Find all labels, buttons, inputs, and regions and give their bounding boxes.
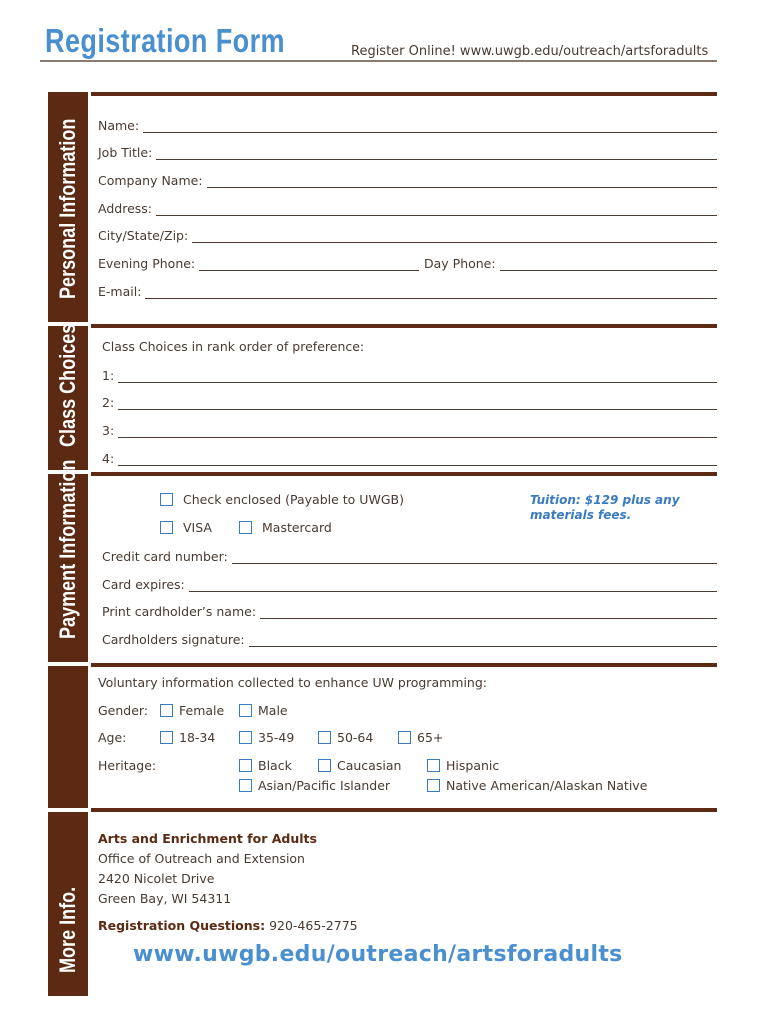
org-name: Arts and Enrichment for Adults bbox=[98, 831, 317, 846]
option-label: 65+ bbox=[417, 730, 444, 745]
class-choice-label: 2: bbox=[102, 395, 115, 410]
age-65-plus-option[interactable] bbox=[398, 730, 443, 745]
option-label: Hispanic bbox=[446, 758, 500, 773]
checkbox[interactable] bbox=[398, 731, 411, 744]
section-divider bbox=[91, 663, 717, 667]
section-label-personal: Personal Information bbox=[55, 118, 80, 300]
section-divider bbox=[91, 472, 717, 476]
class-choice-label: 3: bbox=[102, 423, 115, 438]
field-label: Print cardholder’s name: bbox=[102, 604, 257, 619]
option-label: Check enclosed (Payable to UWGB) bbox=[183, 492, 404, 507]
class-choices-intro: Class Choices in rank order of preference: bbox=[102, 339, 365, 354]
email-field[interactable] bbox=[98, 283, 717, 299]
section-divider bbox=[91, 808, 717, 812]
class-choice-label: 1: bbox=[102, 368, 115, 383]
class-choice-label: 4: bbox=[102, 451, 115, 466]
checkbox[interactable] bbox=[427, 759, 440, 772]
option-label: 18-34 bbox=[179, 730, 216, 745]
name-label: Name: bbox=[98, 118, 140, 133]
title-divider bbox=[40, 60, 717, 62]
office-name: Office of Outreach and Extension bbox=[98, 851, 305, 866]
website-url[interactable]: www.uwgb.edu/outreach/artsforadults bbox=[133, 942, 623, 967]
checkbox[interactable] bbox=[239, 779, 252, 792]
name-field[interactable] bbox=[98, 117, 717, 133]
class-choice-3[interactable] bbox=[102, 422, 717, 438]
option-label: VISA bbox=[183, 520, 212, 535]
option-label: Black bbox=[258, 758, 292, 773]
age-50-64-option[interactable] bbox=[318, 730, 373, 745]
street-address: 2420 Nicolet Drive bbox=[98, 871, 215, 886]
gender-female-option[interactable] bbox=[160, 703, 224, 718]
company-field[interactable] bbox=[98, 172, 717, 188]
address-label: Address: bbox=[98, 201, 152, 216]
mastercard-option[interactable] bbox=[239, 520, 332, 535]
section-label-class: Class Choices bbox=[55, 323, 80, 447]
section-label-more: More Info. bbox=[55, 886, 80, 973]
job-title-label: Job Title: bbox=[98, 145, 153, 160]
option-label: Mastercard bbox=[262, 520, 332, 535]
checkbox[interactable] bbox=[160, 521, 173, 534]
cardholder-signature-field[interactable] bbox=[102, 631, 717, 647]
sidebar-personal bbox=[48, 92, 88, 322]
sidebar-payment bbox=[48, 459, 88, 662]
option-label: 35-49 bbox=[258, 730, 295, 745]
visa-option[interactable] bbox=[160, 520, 212, 535]
option-label: Male bbox=[258, 703, 288, 718]
day-phone-field[interactable] bbox=[424, 255, 717, 271]
option-label: Caucasian bbox=[337, 758, 402, 773]
card-expires-field[interactable] bbox=[102, 576, 717, 592]
age-label: Age: bbox=[98, 730, 127, 745]
sidebar-voluntary bbox=[48, 666, 88, 808]
option-label: Female bbox=[179, 703, 225, 718]
checkbox[interactable] bbox=[239, 759, 252, 772]
registration-questions bbox=[98, 918, 358, 933]
option-label: Asian/Pacific Islander bbox=[258, 778, 391, 793]
checkbox[interactable] bbox=[239, 704, 252, 717]
register-online-text: Register Online! www.uwgb.edu/outreach/artsforadults bbox=[351, 44, 709, 59]
heritage-asian-option[interactable] bbox=[239, 778, 390, 793]
checkbox[interactable] bbox=[318, 759, 331, 772]
page-title: Registration Form bbox=[45, 22, 286, 59]
voluntary-intro: Voluntary information collected to enhance UW programming: bbox=[98, 675, 487, 690]
heritage-black-option[interactable] bbox=[239, 758, 292, 773]
section-divider bbox=[91, 324, 717, 328]
tuition-note: Tuition: $129 plus any materials fees. bbox=[530, 493, 680, 522]
sidebar-more bbox=[48, 812, 88, 996]
cardholder-name-field[interactable] bbox=[102, 603, 717, 619]
class-choice-1[interactable] bbox=[102, 367, 717, 383]
class-choice-4[interactable] bbox=[102, 450, 717, 466]
checkbox[interactable] bbox=[160, 704, 173, 717]
city-state-zip-field[interactable] bbox=[98, 227, 717, 243]
section-label-payment: Payment Information bbox=[55, 459, 80, 639]
option-label: 50-64 bbox=[337, 730, 374, 745]
section-divider bbox=[91, 92, 717, 96]
age-35-49-option[interactable] bbox=[239, 730, 294, 745]
field-label: Card expires: bbox=[102, 577, 185, 592]
job-title-field[interactable] bbox=[98, 144, 717, 160]
heritage-hispanic-option[interactable] bbox=[427, 758, 499, 773]
checkbox[interactable] bbox=[427, 779, 440, 792]
field-label: Credit card number: bbox=[102, 549, 228, 564]
gender-label: Gender: bbox=[98, 703, 149, 718]
company-label: Company Name: bbox=[98, 173, 203, 188]
address-field[interactable] bbox=[98, 200, 717, 216]
day-phone-label: Day Phone: bbox=[424, 256, 496, 271]
sidebar-class bbox=[48, 323, 88, 470]
credit-card-number-field[interactable] bbox=[102, 548, 717, 564]
class-choice-2[interactable] bbox=[102, 394, 717, 410]
questions-label: Registration Questions: bbox=[98, 918, 266, 933]
checkbox[interactable] bbox=[239, 731, 252, 744]
heritage-caucasian-option[interactable] bbox=[318, 758, 401, 773]
checkbox[interactable] bbox=[318, 731, 331, 744]
checkbox[interactable] bbox=[160, 731, 173, 744]
field-label: Cardholders signature: bbox=[102, 632, 245, 647]
email-label: E-mail: bbox=[98, 284, 142, 299]
heritage-native-option[interactable] bbox=[427, 778, 647, 793]
heritage-label: Heritage: bbox=[98, 758, 157, 773]
questions-phone: 920-465-2775 bbox=[269, 918, 358, 933]
city-label: City/State/Zip: bbox=[98, 228, 189, 243]
gender-male-option[interactable] bbox=[239, 703, 288, 718]
evening-phone-field[interactable] bbox=[98, 255, 419, 271]
checkbox[interactable] bbox=[239, 521, 252, 534]
check-enclosed-option[interactable] bbox=[160, 492, 404, 507]
checkbox[interactable] bbox=[160, 493, 173, 506]
city-address: Green Bay, WI 54311 bbox=[98, 891, 232, 906]
option-label: Native American/Alaskan Native bbox=[446, 778, 648, 793]
evening-phone-label: Evening Phone: bbox=[98, 256, 196, 271]
age-18-34-option[interactable] bbox=[160, 730, 215, 745]
